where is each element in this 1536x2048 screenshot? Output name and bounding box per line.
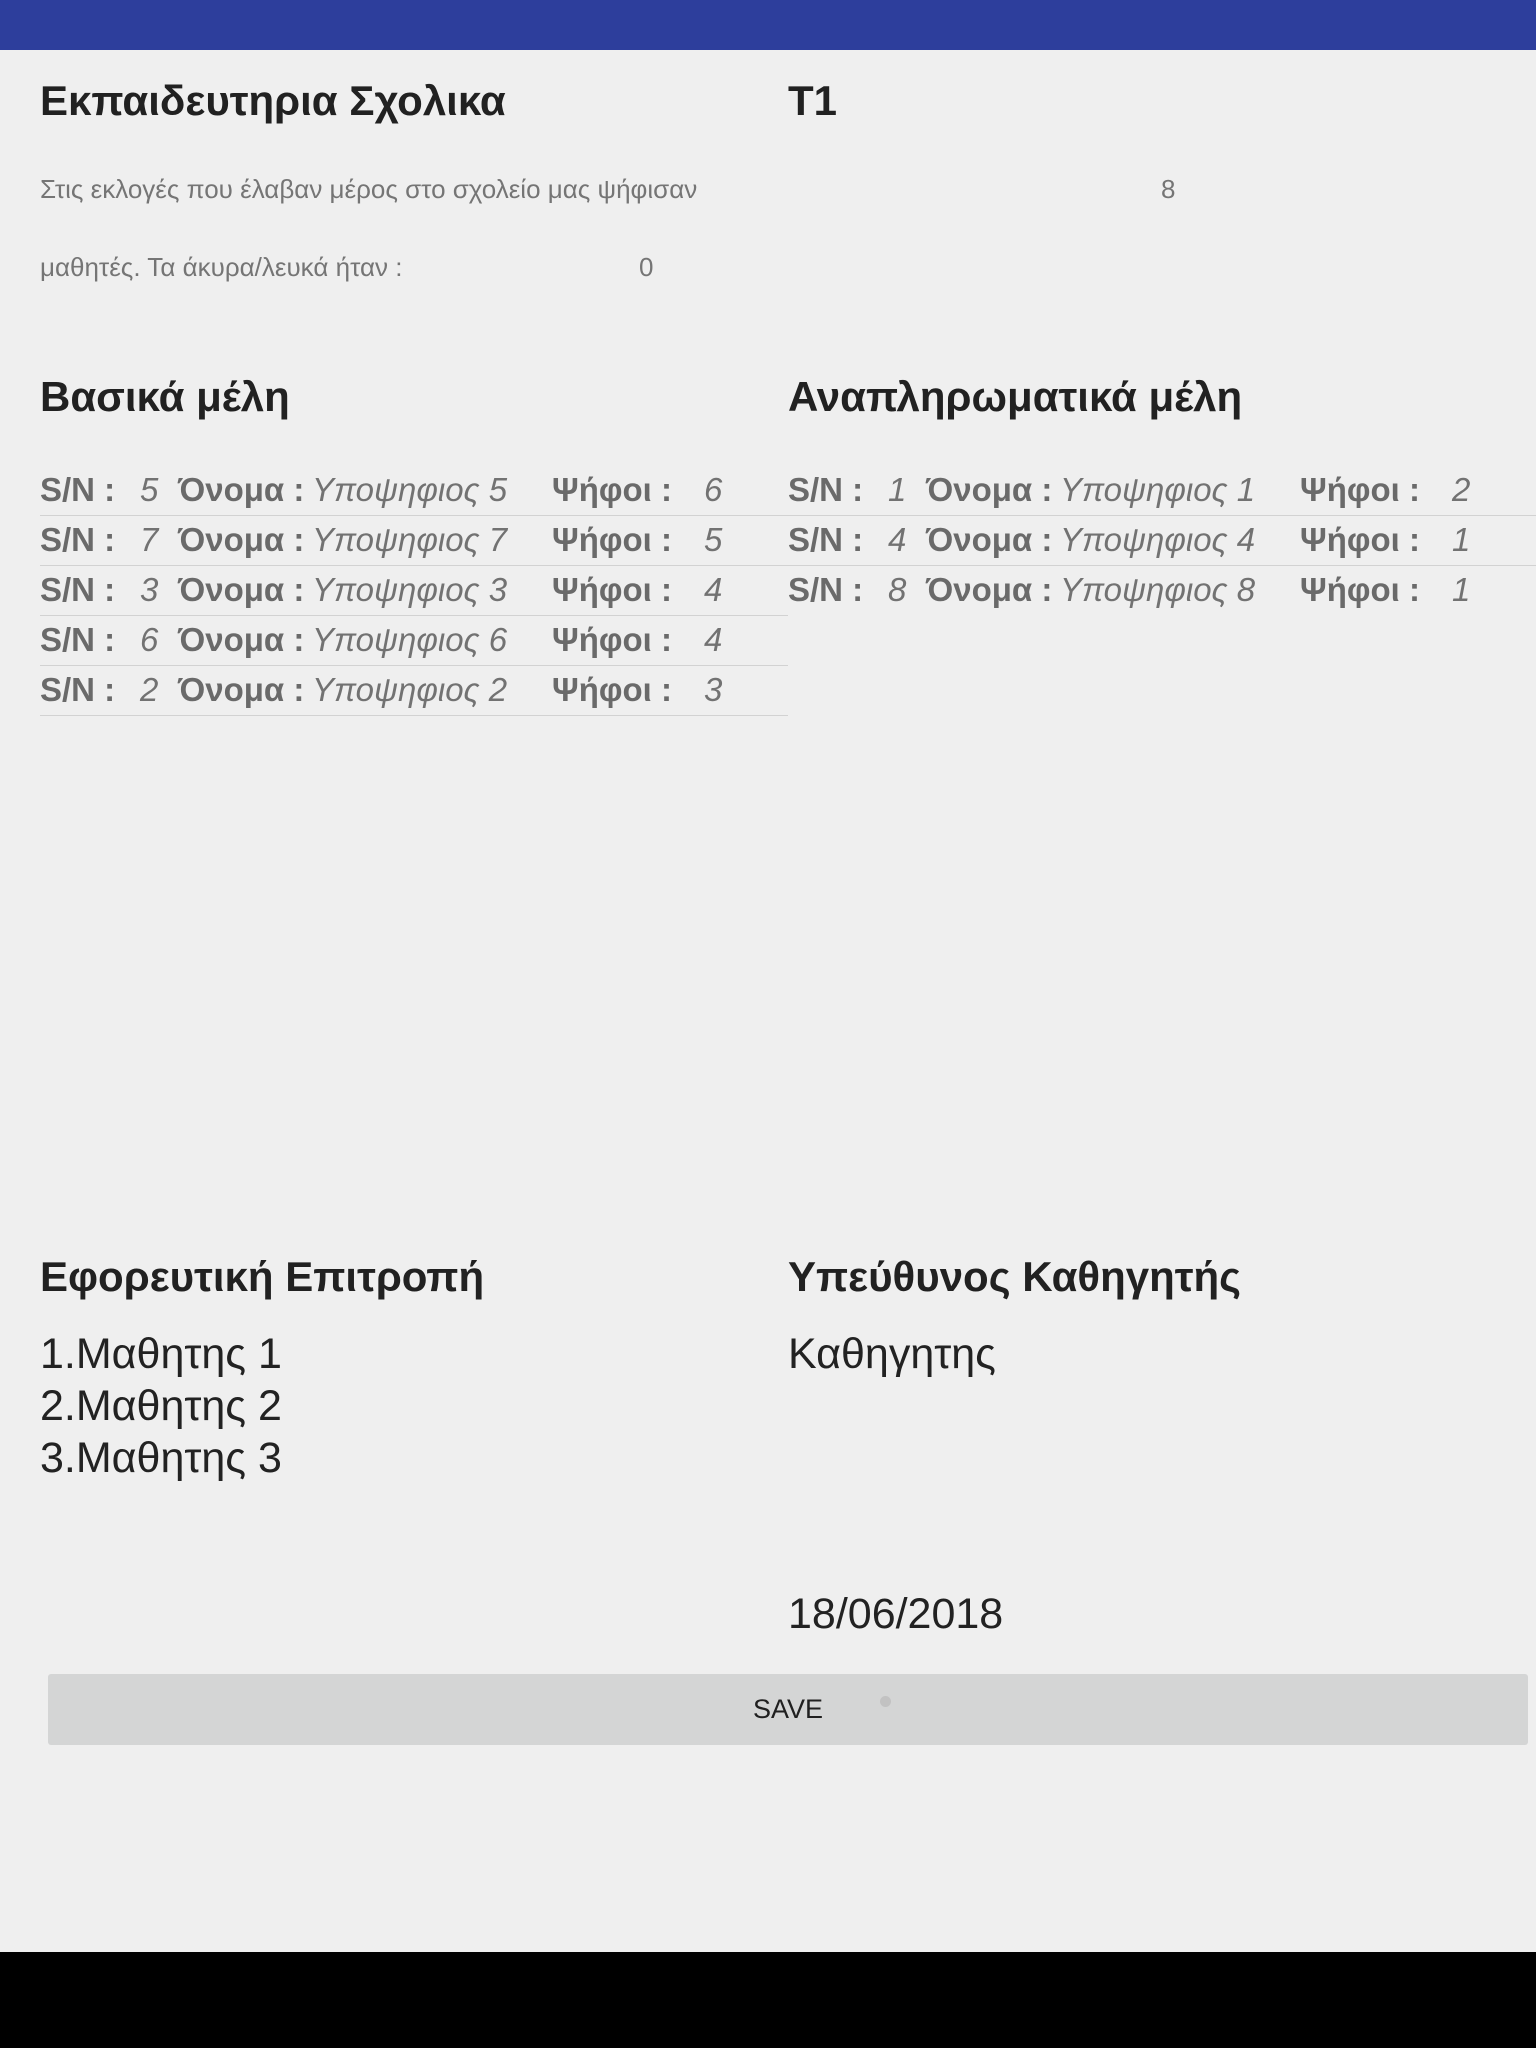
votes-label: Ψήφοι : [552,521,672,558]
committee-member: 1.Μαθητης 1 [40,1330,282,1378]
name-value: Υποψηφιος 6 [312,621,508,658]
votes-value: 1 [1452,571,1471,608]
votes-label: Ψήφοι : [552,471,672,508]
save-button-label: SAVE [752,1694,824,1724]
sn-value: 7 [140,521,159,558]
member-row [788,566,1536,616]
substitute-members-title: Αναπληρωματικά μέλη [788,373,1243,420]
name-value: Υποψηφιος 4 [1060,521,1256,558]
substitute-members-list [788,466,1536,616]
name-value: Υποψηφιος 7 [312,521,508,558]
sn-value: 1 [888,471,907,508]
basic-members-list [40,466,788,716]
name-value: Υποψηφιος 2 [312,671,508,708]
save-button[interactable] [48,1674,1528,1745]
class-name: Τ1 [788,77,838,124]
name-label: Όνομα : [178,621,305,658]
votes-value: 3 [704,671,723,708]
votes-label: Ψήφοι : [552,621,672,658]
member-row [788,466,1536,516]
votes-label: Ψήφοι : [1300,521,1420,558]
name-label: Όνομα : [178,471,305,508]
sn-value: 6 [140,621,159,658]
votes-count: 8 [1161,174,1176,204]
member-row [40,666,788,716]
votes-value: 4 [704,621,723,658]
status-bar [0,0,1536,50]
member-row [40,566,788,616]
votes-value: 1 [1452,521,1471,558]
sn-value: 3 [140,571,159,608]
votes-label: Ψήφοι : [1300,471,1420,508]
invalid-text: μαθητές. Τα άκυρα/λευκά ήταν : [40,252,403,282]
teacher-title: Υπεύθυνος Καθηγητής [788,1253,1242,1300]
name-label: Όνομα : [178,671,305,708]
sn-label: S/N : [40,571,116,608]
name-label: Όνομα : [926,471,1053,508]
committee-member: 3.Μαθητης 3 [40,1434,282,1482]
name-label: Όνομα : [178,521,305,558]
date-text: 18/06/2018 [788,1590,1004,1638]
votes-value: 2 [1452,471,1471,508]
sn-label: S/N : [40,621,116,658]
name-value: Υποψηφιος 1 [1060,471,1256,508]
basic-members-title: Βασικά μέλη [40,373,290,420]
votes-label: Ψήφοι : [552,671,672,708]
sn-label: S/N : [788,521,864,558]
name-label: Όνομα : [926,571,1053,608]
school-name: Εκπαιδευτηρια Σχολικα [40,77,506,124]
votes-text: Στις εκλογές που έλαβαν μέρος στο σχολείο μας ψήφισαν [40,174,698,204]
sn-label: S/N : [40,671,116,708]
invalid-count: 0 [639,252,654,282]
sn-value: 8 [888,571,907,608]
votes-label: Ψήφοι : [1300,571,1420,608]
name-label: Όνομα : [926,521,1053,558]
committee-title: Εφορευτική Επιτροπή [40,1253,485,1300]
sn-value: 2 [140,671,159,708]
member-row [40,466,788,516]
sn-label: S/N : [788,471,864,508]
votes-label: Ψήφοι : [552,571,672,608]
navigation-bar [0,1952,1536,2048]
name-value: Υποψηφιος 5 [312,471,508,508]
teacher-name: Καθηγητης [788,1330,996,1378]
member-row [788,516,1536,566]
name-value: Υποψηφιος 8 [1060,571,1256,608]
sn-label: S/N : [40,521,116,558]
member-row [40,516,788,566]
sn-value: 5 [140,471,159,508]
votes-value: 5 [704,521,723,558]
ripple-dot-icon [880,1696,891,1707]
sn-label: S/N : [788,571,864,608]
sn-value: 4 [888,521,907,558]
committee-member: 2.Μαθητης 2 [40,1382,282,1430]
name-label: Όνομα : [178,571,305,608]
name-value: Υποψηφιος 3 [312,571,508,608]
votes-value: 4 [704,571,723,608]
sn-label: S/N : [40,471,116,508]
member-row [40,616,788,666]
votes-value: 6 [704,471,723,508]
